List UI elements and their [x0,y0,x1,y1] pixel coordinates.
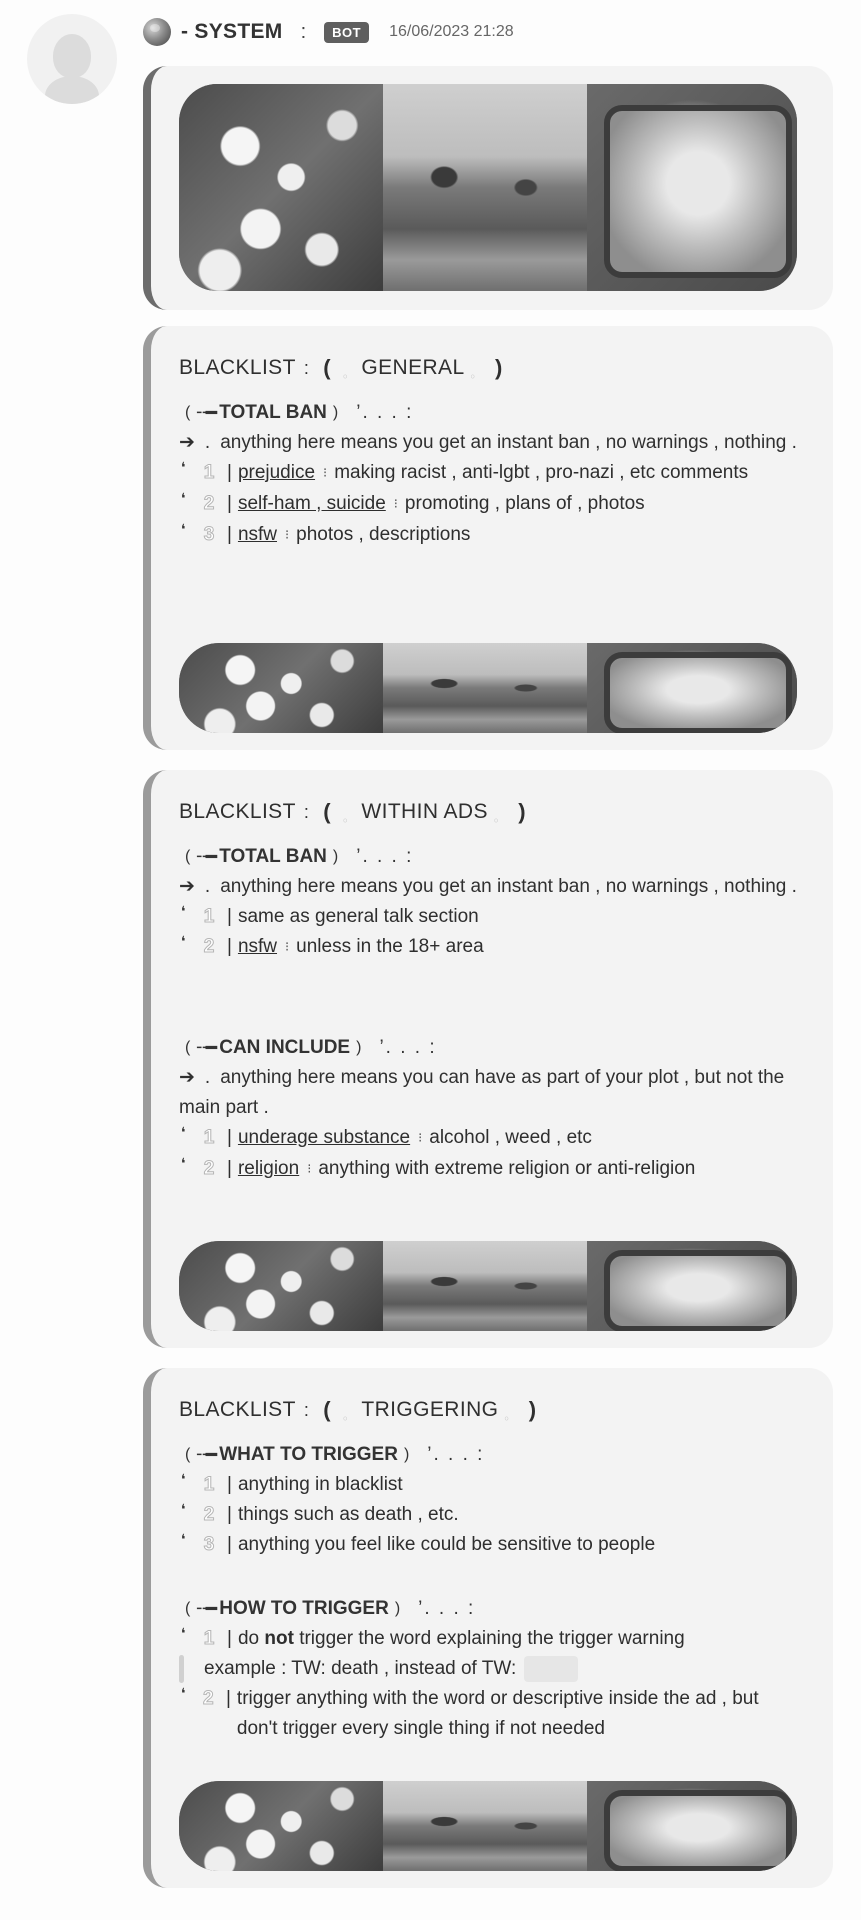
username[interactable]: - SYSTEM [181,20,283,43]
block-quote: example : TW: death , instead of TW: [179,1654,803,1684]
bullet-icon: ❛ [181,1155,186,1171]
arrow-icon: ➔ [179,876,195,897]
bullet-icon: ❛ [181,903,186,919]
title-colon: : [303,357,310,378]
rule-term: nsfw [237,524,278,545]
bullet-icon: ❛ [181,1501,186,1517]
section-heading: ( ╌━ HOW TO TRIGGER ) ’. . . : [185,1598,476,1620]
section-heading: ( ╌━ WHAT TO TRIGGER ) ’. . . : [185,1444,485,1466]
divider-image[interactable] [179,643,797,733]
bullet-icon: ❛ [181,1685,186,1701]
list-item: ❛ 2 | things such as death , etc. [179,1500,803,1530]
title-name: TRIGGERING [361,1398,499,1421]
embed-title [179,352,803,384]
bullet-icon: ❛ [181,1531,186,1547]
rule-term: self-ham , suicide [237,493,386,514]
divider-image[interactable] [179,1781,797,1871]
list-item: ❛ 1 | do not trigger the word explaining the trigger warning [179,1624,803,1654]
avatar-head-shape [53,34,91,78]
section-intro: ➔ . anything here means you can have as part of your plot , but not the main part . [179,1067,785,1118]
title-label: BLACKLIST [179,356,296,379]
arrow-icon: ➔ [179,1067,195,1088]
bullet-icon: ❛ [181,1124,186,1140]
tv-hand-photo [587,84,797,291]
list-item: ❛ 2 | nsfw ⁝ unless in the 18+ area [179,932,803,963]
timestamp: 16/06/2023 21:28 [389,23,514,40]
avatar-shoulders-shape [45,76,99,104]
divider-image[interactable] [179,1241,797,1331]
spoiler-block[interactable] [524,1656,578,1682]
title-dot-right: 。 [470,365,483,380]
title-name: WITHIN ADS [361,800,488,823]
list-item: ❛ 2 | religion ⁝ anything with extreme religion or anti-religion [179,1154,803,1185]
list-item: ❛ 1 | underage substance ⁝ alcohol , weed , etc [179,1123,803,1154]
list-item: ❛ 3 | nsfw ⁝ photos , descriptions [179,520,803,551]
banner-image[interactable] [179,84,797,291]
dolphins-photo [383,84,587,291]
list-item: ❛ 2 | self-ham , suicide ⁝ promoting , plans of , photos [179,489,803,520]
bullet-icon: ❛ [181,490,186,506]
list-item: ❛ 1 | anything in blacklist [179,1470,803,1500]
bullet-icon: ❛ [181,933,186,949]
flowers-photo [179,84,383,291]
title-name: GENERAL [361,356,465,379]
list-item: ❛ 1 | prejudice ⁝ making racist , anti-lgbt , pro-nazi , etc comments [179,458,803,489]
section-heading: ( ╌━ CAN INCLUDE ) ’. . . : [185,1037,437,1059]
bullet-icon: ❛ [181,1625,186,1641]
bot-badge: BOT [324,22,369,43]
list-item: ❛ 1 | same as general talk section [179,902,803,932]
header-colon: : [300,20,307,43]
rule-term: prejudice [237,462,316,483]
rule-term: nsfw [237,936,278,957]
embed-title: BLACKLIST : ( 。 TRIGGERING 。 ) [179,1397,537,1422]
bullet-icon: ❛ [181,459,186,475]
user-avatar[interactable] [27,14,117,104]
rule-term: underage substance [237,1127,411,1148]
embed-title: BLACKLIST : ( 。 WITHIN ADS 。 ) [179,799,527,824]
globe-icon [143,18,171,46]
title-open-paren: ( [323,355,331,380]
message-header [143,16,514,48]
title-dot-left: 。 [342,365,356,380]
bullet-icon: ❛ [181,521,186,537]
arrow-icon: ➔ [179,432,195,453]
section-intro: ➔ . anything here means you get an instant ban , no warnings , nothing . [179,432,797,453]
section-heading: ( ╌━ TOTAL BAN ) ’. . . : [185,846,414,868]
list-item: ❛ 2 | trigger anything with the word or descriptive inside the ad , but don't trigger every single thing if not needed [179,1684,803,1744]
section-heading: ( ╌━ TOTAL BAN ) ’. . . : [185,402,414,424]
title-close-paren: ) [494,355,503,380]
bullet-icon: ❛ [181,1471,186,1487]
rule-term: religion [237,1158,300,1179]
section-intro: ➔ . anything here means you get an instant ban , no warnings , nothing . [179,876,797,897]
list-item: ❛ 3 | anything you feel like could be sensitive to people [179,1530,803,1560]
